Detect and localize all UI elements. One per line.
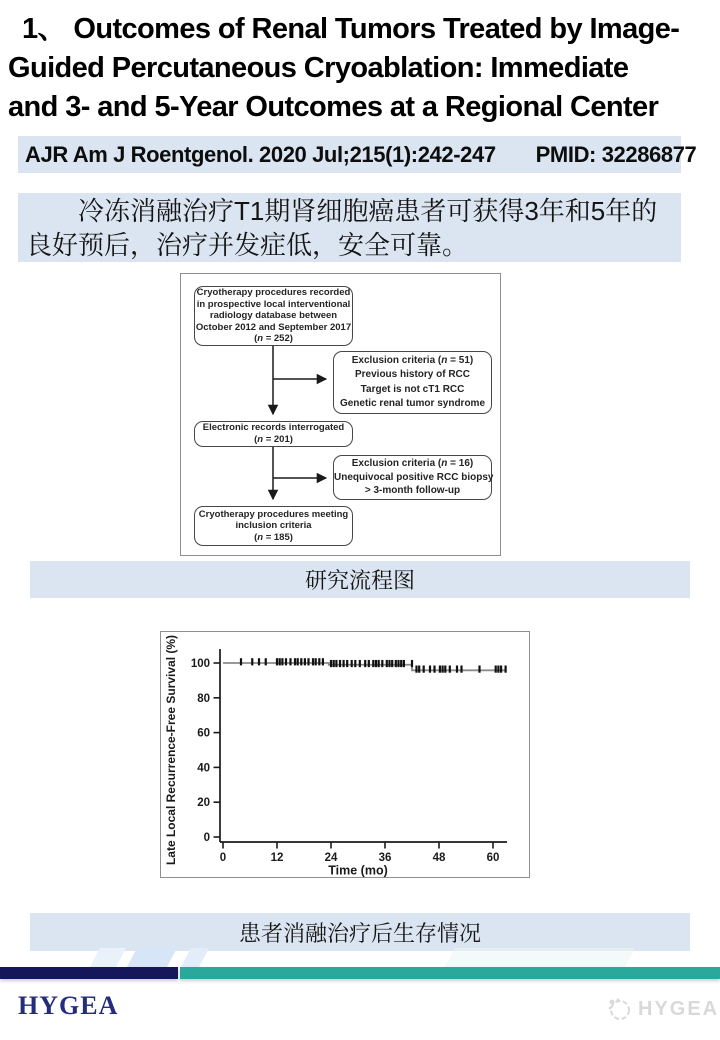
svg-text:48: 48 [432, 852, 446, 864]
watermark-logo-icon [606, 996, 632, 1022]
streak-shape [181, 948, 209, 967]
flowchart-text: (n = 201) [254, 434, 293, 445]
svg-text:0: 0 [219, 852, 227, 864]
flowchart-text: Cryotherapy procedures meeting [198, 508, 349, 520]
flowchart-text: inclusion criteria [235, 520, 312, 532]
survival-caption: 患者消融治疗后生存情况 [238, 920, 481, 946]
flowchart-box-recorded [194, 286, 353, 346]
svg-text:24: 24 [324, 852, 338, 864]
streak-shape [127, 948, 177, 967]
flowchart-text: Genetic renal tumor syndrome [339, 397, 486, 409]
watermark [606, 996, 719, 1022]
flowchart-text: Target is not cT1 RCC [360, 383, 465, 395]
flowchart-text: Unequivocal positive RCC biopsy [334, 471, 494, 483]
flowchart-box-inclusion [194, 506, 353, 546]
flowchart-text: Cryotherapy procedures recorded [196, 287, 351, 299]
watermark-text: HYGEA [638, 997, 720, 1020]
flowchart-box-interrogated [194, 421, 353, 447]
brand-logo: HYGEA [18, 991, 119, 1020]
summary-box [18, 193, 681, 262]
flowchart-box-exclusion-1 [333, 351, 492, 414]
title-line: 1、 Outcomes of Renal Tumors Treated by Image- [22, 13, 680, 45]
footer-bar-teal [180, 967, 720, 979]
svg-text:80: 80 [197, 692, 210, 705]
svg-text:60: 60 [486, 852, 500, 864]
survival-caption-bar [30, 913, 690, 951]
page-title [8, 10, 716, 127]
survival-figure [160, 631, 530, 878]
svg-text:40: 40 [197, 762, 210, 775]
flowchart-figure [180, 273, 501, 556]
flowchart-text: radiology database between [209, 310, 338, 322]
flowchart-text: Electronic records interrogated [202, 422, 345, 434]
flowchart-text: Exclusion criteria (n = 16) [351, 458, 474, 470]
svg-text:Time (mo): Time (mo) [328, 863, 388, 877]
streak-shape [445, 948, 635, 967]
flowchart-text: Exclusion criteria (n = 51) [351, 355, 474, 367]
flowchart-caption-bar [30, 561, 690, 598]
flowchart-text: Previous history of RCC [354, 369, 471, 381]
flowchart-text: (n = 252) [254, 333, 293, 345]
citation-text: AJR Am J Roentgenol. 2020 Jul;215(1):242-247 [25, 141, 496, 167]
svg-text:0: 0 [203, 832, 210, 844]
survival-chart-svg [161, 632, 529, 877]
pmid-text: PMID: 32286877 [535, 141, 697, 167]
title-line: Guided Percutaneous Cryoablation: Immediate [8, 52, 629, 84]
summary-text: 冷冻消融治疗T1期肾细胞癌患者可获得3年和5年的良好预后，治疗并发症低，安全可靠。 [26, 196, 658, 260]
footer-bar-navy [0, 967, 178, 979]
svg-text:36: 36 [378, 852, 392, 864]
footer-streaks [0, 948, 720, 967]
flowchart-text: in prospective local interventional [196, 298, 351, 310]
flowchart-text: (n = 185) [254, 531, 293, 543]
flowchart-text: October 2012 and September 2017 [195, 321, 352, 333]
title-line: and 3- and 5-Year Outcomes at a Regional Center [8, 91, 659, 123]
flowchart-box-exclusion-2 [333, 455, 492, 500]
flowchart-text: > 3-month follow-up [364, 485, 461, 497]
svg-text:20: 20 [197, 797, 210, 810]
svg-text:Late Local Recurrence-Free Sur: Late Local Recurrence-Free Survival (%) [164, 634, 178, 866]
citation-bar [18, 136, 697, 173]
svg-text:60: 60 [197, 727, 210, 740]
svg-text:12: 12 [270, 852, 284, 864]
flowchart-caption: 研究流程图 [304, 568, 415, 593]
streak-shape [90, 948, 126, 967]
svg-text:100: 100 [190, 658, 210, 670]
